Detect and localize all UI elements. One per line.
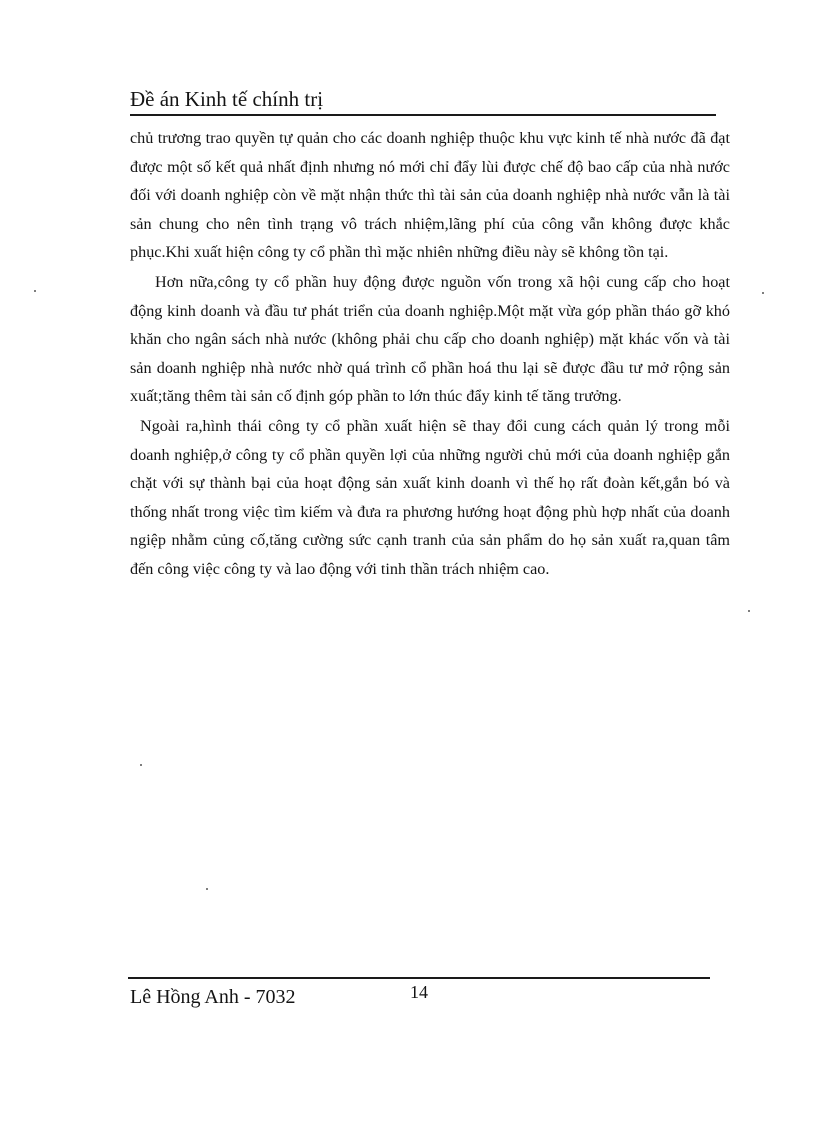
paragraph-3: Ngoài ra,hình thái công ty cổ phần xuất hiện sẽ thay đổi cung cách quản lý trong mỗi doanh nghiệp,ở công ty cổ phần quyền lợi của những người chủ mới của doanh nghiệp gắn chặt với sự thành bại của hoạt động sản xuất kinh doanh vì thế họ rất đoàn kết,gắn bó và thống nhất trong việc tìm kiếm và đưa ra phương hướng hoạt động phù hợp nhất của doanh ngiệp nhằm củng cố,tăng cường sức cạnh tranh của sản phẩm do họ sản xuất ra,quan tâm đến công việc công ty và lao động với tinh thần trách nhiệm cao.: [130, 416, 730, 578]
footer-author: Lê Hồng Anh - 7032: [130, 986, 296, 1008]
footer-rule: [128, 977, 710, 979]
scan-speck: [34, 290, 36, 292]
page-header: [130, 86, 716, 116]
scan-speck: [748, 610, 750, 612]
header-title: Đề án Kinh tế chính trị: [130, 87, 324, 111]
paragraph-1: chủ trương trao quyền tự quản cho các doanh nghiệp thuộc khu vực kinh tế nhà nước đã đạt được một số kết quả nhất định nhưng nó mới chỉ đẩy lùi được chế độ bao cấp của nhà nước đối với doanh nghiệp còn về mặt nhận thức thì tài sản của doanh nghiệp nhà nước vẫn là tài sản chung cho nên tình trạng vô trách nhiệm,lãng phí của công vẫn không được khắc phục.Khi xuất hiện công ty cổ phần thì mặc nhiên những điều này sẽ không tồn tại.: [130, 129, 730, 262]
scan-speck: [762, 292, 764, 294]
paragraph-2: Hơn nữa,công ty cổ phần huy động được nguồn vốn trong xã hội cung cấp cho hoạt động kinh doanh và đầu tư phát triển của doanh nghiệp.Một mặt vừa góp phần tháo gỡ khó khăn cho ngân sách nhà nước (không phải chu cấp cho doanh nghiệp) mặt khác vốn và tài sản doanh nghiệp nhà nước nhờ quá trình cổ phần hoá thu lại sẽ được đầu tư mở rộng sản xuất;tăng thêm tài sản cố định góp phần to lớn thúc đẩy kinh tế tăng trưởng.: [130, 272, 730, 406]
scan-speck: [140, 764, 142, 766]
header-rule: [130, 114, 716, 116]
body-text: [130, 124, 730, 584]
scan-speck: [206, 888, 208, 890]
page-number: 14: [410, 982, 428, 1002]
